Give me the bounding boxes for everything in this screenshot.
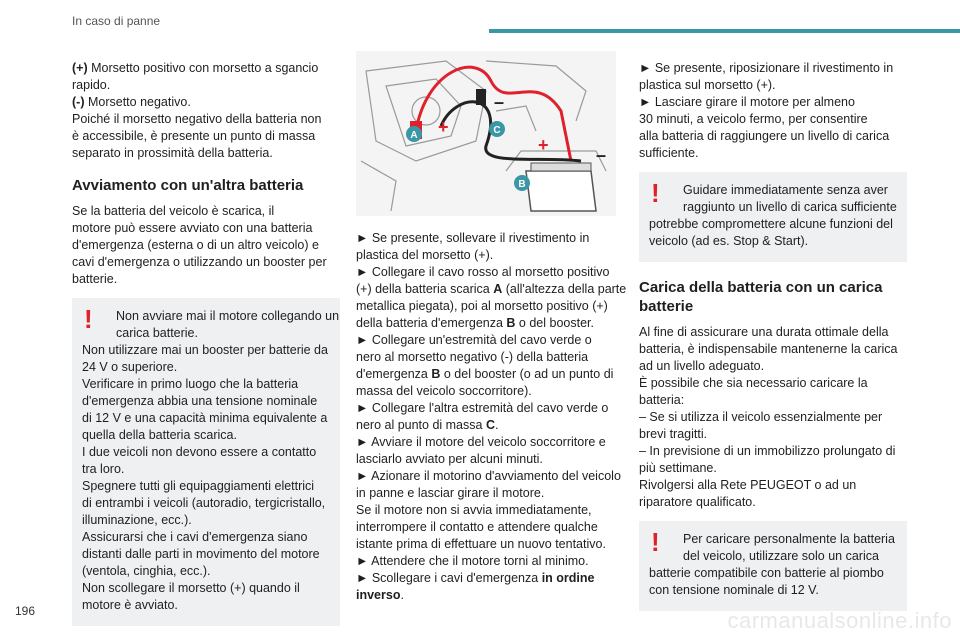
text-line: alla batteria di raggiungere un livello di carica [639,129,890,143]
text-line: ► Lasciare girare il motore per almeno [639,95,855,109]
text-line: d'emergenza (esterna o di un altro veicolo) e [72,238,319,252]
section-heading-jump-start: Avviamento con un'altra batteria [72,177,304,194]
text-line: Spegnere tutti gli equipaggiamenti elettrici [82,479,315,493]
text-line: cavi d'emergenza o utilizzando un booster per [72,255,327,269]
warning-first-lines [82,304,340,342]
text-line: batteria, è indispensabile mantenerne la carica [639,342,898,356]
instruction-line [356,366,624,383]
warning-box-drive [639,172,907,262]
instruction-line [356,247,624,264]
line-text: nero al morsetto negativo (-) della batteria [356,350,589,364]
instruction-line [356,230,624,247]
line-text: metallica piegata), poi al morsetto positivo (+) [356,299,608,313]
line-text: è accessibile, è presente un punto di massa [72,129,316,143]
instruction-line [356,553,624,570]
instruction-line [356,264,624,281]
line-text: rapido. [72,78,111,92]
line-text: ► Se presente, sollevare il rivestimento in [356,231,590,245]
text-line: Guidare immediatamente senza aver [683,183,888,197]
charger-paragraph [639,324,907,511]
warning-icon: ! [651,178,660,208]
instruction-line [356,332,624,349]
header-title: In caso di panne [72,14,161,28]
warning-icon: ! [84,304,93,334]
label-b: B [518,179,526,190]
text-line: Al fine di assicurare una durata ottimale della [639,325,889,339]
text-line: brevi tragitti. [639,427,708,441]
text-line: riparatore qualificato. [639,495,756,509]
minus-sign-c: – [494,92,505,112]
line-text: o del booster. [515,316,594,330]
text-line: ► Se presente, riposizionare il rivestimento in [639,61,894,75]
line-text: Morsetto negativo. [84,95,191,109]
watermark: carmanualsonline.info [727,608,952,633]
text-line: sufficiente. [639,146,699,160]
warning-text [649,216,897,250]
line-text: o del booster (o ad un punto di [440,367,614,381]
line-text: plastica del morsetto (+). [356,248,494,262]
plus-sign-a: + [438,117,449,137]
text-line: illuminazione, ecc.). [82,513,192,527]
warning-text [82,342,330,614]
heading-line: batterie [639,298,694,315]
plus-sign-b: + [538,135,549,155]
warning-first-lines [649,178,897,216]
line-text: ► Collegare l'altra estremità del cavo verde o [356,401,609,415]
instruction-line [356,298,624,315]
line-text: lasciarlo avviato per alcuni minuti. [356,452,543,466]
text-line: quella della batteria scarica. [82,428,237,442]
text-line: con tensione nominale di 12 V. [649,583,819,597]
emergency-battery [526,163,596,211]
bold-term: B [506,316,516,330]
line-text: ► Avviare il motore del veicolo soccorritore e [356,435,606,449]
line-text: . [400,588,404,602]
bold-term: in ordine [541,571,595,585]
intro-block [72,60,340,162]
line-text: nero al punto di massa [356,418,486,432]
text-line: – In previsione di un immobilizzo prolungato di [639,444,896,458]
bold-term: inverso [356,588,401,602]
instruction-line [356,485,624,502]
text-line: È possibile che sia necessario caricare la [639,376,868,390]
line-text: interrompere il contatto e attendere qualche [356,520,598,534]
column-3 [639,60,907,611]
text-line: Assicurarsi che i cavi d'emergenza siano [82,530,308,544]
instruction-line [356,400,624,417]
text-line: di 12 V e una capacità minima equivalente a [82,411,328,425]
text-line: veicolo (ad es. Stop & Start). [649,234,809,248]
text-line: motore può essere avviato con una batteria [72,221,313,235]
recharge-steps [639,60,907,162]
text-line: più settimane. [639,461,717,475]
instruction-line [356,451,624,468]
text-line [72,111,340,128]
instruction-line [356,434,624,451]
text-line: 24 V o superiore. [82,360,178,374]
warning-box-charger [639,521,907,611]
line-text: Morsetto positivo con morsetto a sgancio [87,61,319,75]
text-line: Per caricare personalmente la batteria [683,532,895,546]
text-line: – Se si utilizza il veicolo essenzialmente per [639,410,883,424]
text-line: Verificare in primo luogo che la batteria [82,377,299,391]
text-line: potrebbe compromettere alcune funzioni del [649,217,893,231]
bold-term: (+) [72,61,88,75]
heading-line: Carica della batteria con un carica [639,279,883,296]
instruction-line [356,570,624,587]
warning-box [72,298,340,626]
line-text: Se il motore non si avvia immediatamente, [356,503,592,517]
line-text: (+) della batteria scarica [356,282,494,296]
instruction-line [356,468,624,485]
text-line: I due veicoli non devono essere a contatto [82,445,317,459]
line-text: della batteria d'emergenza [356,316,507,330]
black-clamp [476,89,486,105]
bold-term: B [431,367,441,381]
text-line: plastica sul morsetto (+). [639,78,776,92]
text-line: batterie. [72,272,118,286]
line-text: in panne e lasciar girare il motore. [356,486,545,500]
bold-term: C [485,418,495,432]
instruction-line [356,349,624,366]
instruction-line [356,383,624,400]
text-line: 30 minuti, a veicolo fermo, per consentire [639,112,868,126]
label-c: C [493,125,501,136]
warning-text [649,565,897,599]
text-line [72,94,340,111]
column-1 [72,60,340,626]
text-line: (ventola, cinghia, ecc.). [82,564,211,578]
text-line: Non scollegare il morsetto (+) quando il [82,581,300,595]
text-line: tra loro. [82,462,125,476]
text-line: ad un livello adeguato. [639,359,765,373]
column-2 [356,230,627,604]
instruction-line [356,536,624,553]
line-text: ► Azionare il motorino d'avviamento del veicolo [356,469,621,483]
text-line: motore è avviato. [82,598,178,612]
line-text: separato in prossimità della batteria. [72,146,273,160]
line-text: d'emergenza [356,367,432,381]
text-line: d'emergenza abbia una tensione nominale [82,394,318,408]
text-line: carica batterie. [116,326,198,340]
instruction-line [356,417,624,434]
minus-sign-b: – [596,145,607,165]
instruction-line [356,315,624,332]
instruction-line [356,587,624,604]
line-text: istante prima di effettuare un nuovo tentativo. [356,537,606,551]
line-text: (all'altezza della parte [502,282,627,296]
text-line: Rivolgersi alla Rete PEUGEOT o ad un [639,478,857,492]
warning-icon: ! [651,527,660,557]
section-heading-charger [639,278,907,316]
bold-term: (-) [72,95,85,109]
page-number: 196 [15,604,36,618]
line-text: . [494,418,499,432]
instruction-line [356,502,624,519]
text-line [72,128,340,145]
text-line [72,145,340,162]
text-line: Non avviare mai il motore collegando un [116,309,340,323]
text-line: batteria: [639,393,685,407]
instruction-line [356,519,624,536]
warning-first-lines [649,527,897,565]
line-text: ► Attendere che il motore torni al minimo. [356,554,589,568]
label-a: A [410,130,418,141]
text-line [72,60,340,77]
line-text: massa del veicolo soccorritore). [356,384,532,398]
text-line: di entrambi i veicoli (autoradio, tergicristallo, [82,496,326,510]
text-line: Se la batteria del veicolo è scarica, il [72,204,275,218]
jump-start-paragraph [72,203,340,288]
text-line: raggiunto un livello di carica sufficiente [683,200,897,214]
jump-start-illustration [356,51,616,216]
line-text: ► Collegare un'estremità del cavo verde o [356,333,592,347]
text-line [72,77,340,94]
text-line: distanti dalle parti in movimento del motore [82,547,320,561]
text-line: batterie compatibile con batterie al piombo [649,566,884,580]
text-line: del veicolo, utilizzare solo un carica [683,549,879,563]
header-accent-bar [489,29,960,33]
text-line: Non utilizzare mai un booster per batterie da [82,343,328,357]
line-text: ► Scollegare i cavi d'emergenza [356,571,542,585]
line-text: Poiché il morsetto negativo della batteria non [72,112,322,126]
line-text: ► Collegare il cavo rosso al morsetto positivo [356,265,610,279]
instruction-line [356,281,627,298]
bold-term: A [493,282,503,296]
